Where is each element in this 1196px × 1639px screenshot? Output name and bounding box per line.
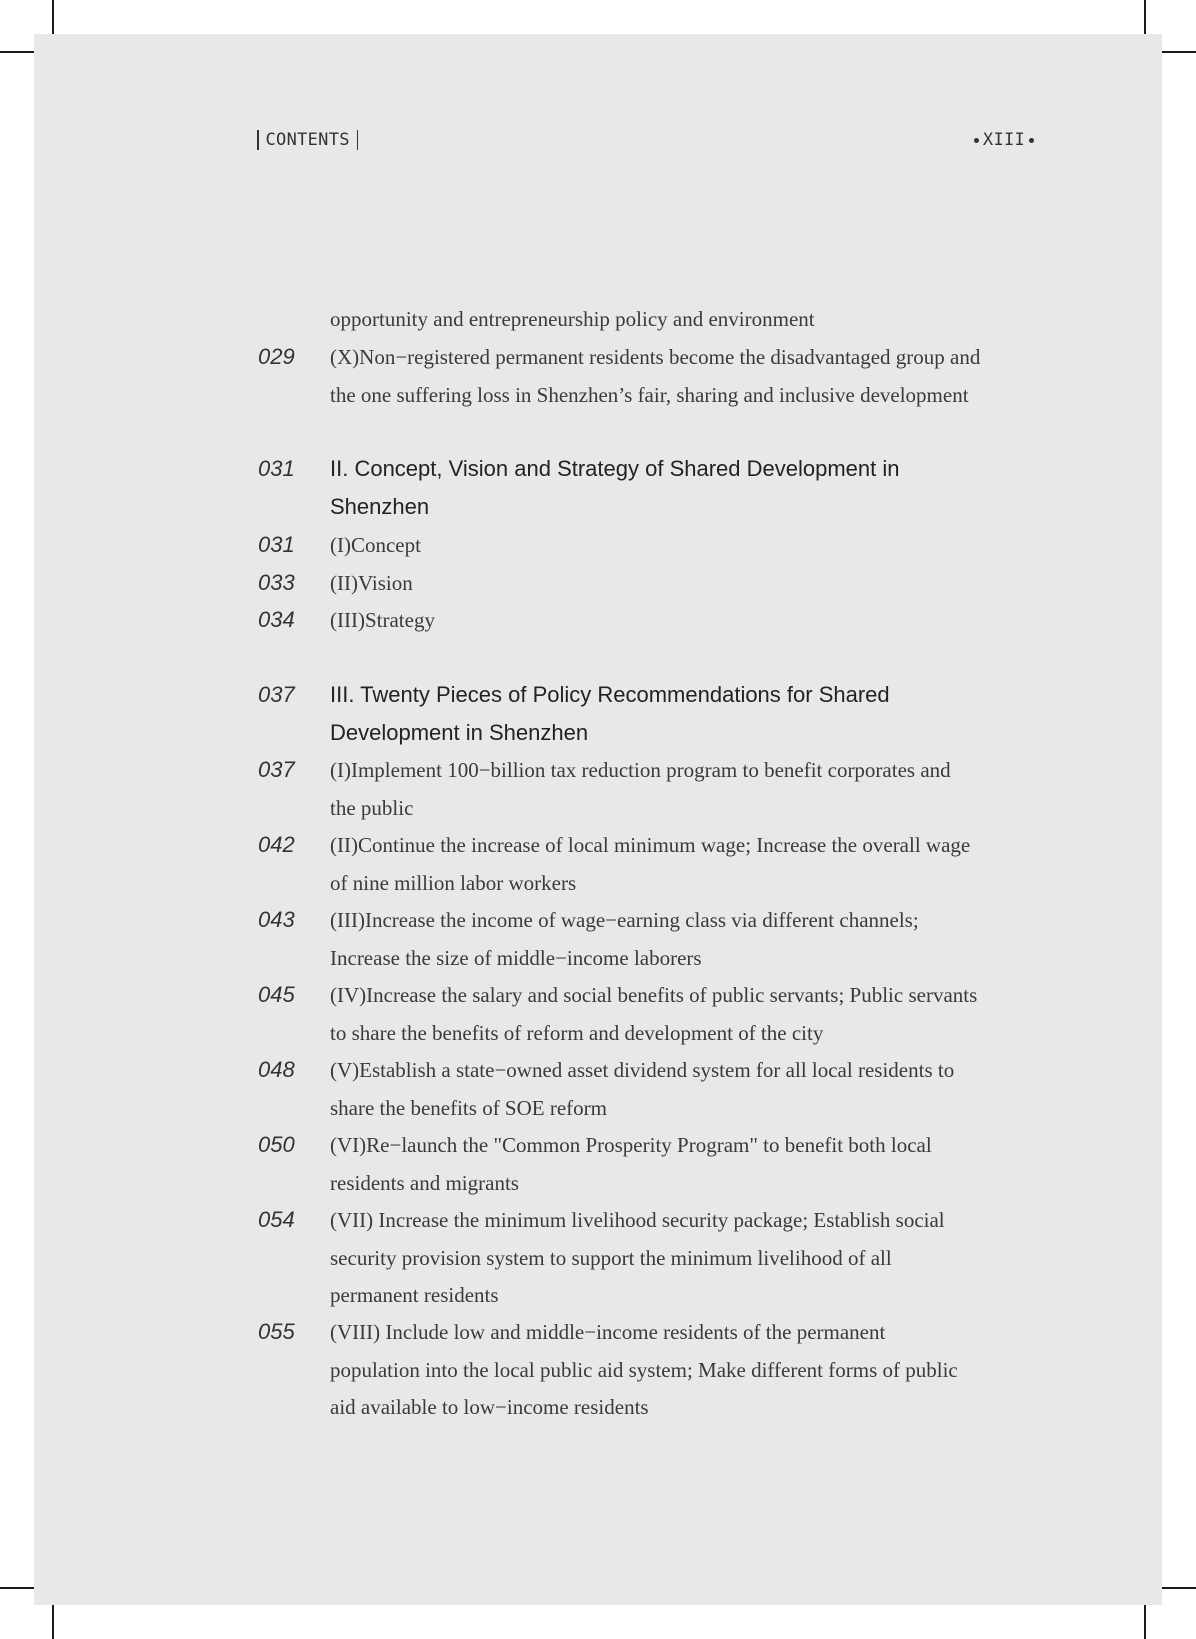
toc-entry-line: (X)Non−registered permanent residents become the disadvantaged group and xyxy=(330,345,981,369)
toc-entry-line: (VI)Re−launch the "Common Prosperity Program" to benefit both local xyxy=(330,1133,932,1157)
crop-mark-bottom-right-h xyxy=(1162,1587,1196,1589)
toc-entry-line: aid available to low−income residents xyxy=(330,1395,649,1419)
toc-page-number: 042 xyxy=(258,832,295,857)
toc-continuation-line: opportunity and entrepreneurship policy and environment xyxy=(330,307,815,331)
toc-entry-line: (V)Establish a state−owned asset dividend system for all local residents to xyxy=(330,1058,955,1082)
toc-entry-line: (I)Implement 100−billion tax reduction program to benefit corporates and xyxy=(330,758,951,782)
toc-entry-line: share the benefits of SOE reform xyxy=(330,1096,607,1120)
running-head-right xyxy=(974,128,1034,152)
toc-entry-line: (VII) Increase the minimum livelihood security package; Establish social xyxy=(330,1208,945,1232)
section-page-number: 037 xyxy=(258,682,295,707)
toc-entry-line: (III)Strategy xyxy=(330,608,435,632)
toc-entry-line: permanent residents xyxy=(330,1283,499,1307)
toc-entry-line: (II)Continue the increase of local minimum wage; Increase the overall wage xyxy=(330,833,971,857)
crop-mark-top-right-h xyxy=(1162,51,1196,53)
toc-page-number: 034 xyxy=(258,607,295,632)
toc-entry-line: (VIII) Include low and middle−income residents of the permanent xyxy=(330,1320,886,1344)
toc-page-number: 031 xyxy=(258,532,295,557)
running-head-title: CONTENTS xyxy=(265,130,350,150)
toc-entry-line: (III)Increase the income of wage−earning class via different channels; xyxy=(330,908,919,932)
running-head-left xyxy=(257,128,358,152)
section-page-number: 031 xyxy=(258,456,295,481)
toc-entry-line: (II)Vision xyxy=(330,571,413,595)
bullet-dot-left xyxy=(974,138,979,143)
toc-entry-line: (I)Concept xyxy=(330,533,421,557)
page-number: XIII xyxy=(982,130,1026,150)
crop-mark-bottom-left-v xyxy=(52,1605,54,1639)
section-heading-line: Development in Shenzhen xyxy=(330,720,589,745)
toc-page-number: 029 xyxy=(258,344,295,369)
toc-page-number: 045 xyxy=(258,982,295,1007)
crop-mark-top-right-v xyxy=(1144,0,1146,34)
toc-page-number: 050 xyxy=(258,1132,295,1157)
bullet-dot-right xyxy=(1029,138,1034,143)
toc-entry-line: of nine million labor workers xyxy=(330,871,577,895)
toc-entry-line: population into the local public aid system; Make different forms of public xyxy=(330,1358,958,1382)
toc-entry-line: the one suffering loss in Shenzhen’s fair, sharing and inclusive development xyxy=(330,383,969,407)
toc-page-number: 054 xyxy=(258,1207,295,1232)
toc-page-number: 048 xyxy=(258,1057,295,1082)
crop-mark-bottom-left-h xyxy=(0,1587,34,1589)
rule-right xyxy=(357,130,359,150)
toc-page-number: 037 xyxy=(258,757,295,782)
toc-entry-line: to share the benefits of reform and development of the city xyxy=(330,1021,824,1045)
section-heading-line: III. Twenty Pieces of Policy Recommendations for Shared xyxy=(330,682,890,707)
crop-mark-top-left-h xyxy=(0,51,34,53)
toc-page-number: 043 xyxy=(258,907,295,932)
toc-entry-line: the public xyxy=(330,796,414,820)
toc-entry-line: security provision system to support the minimum livelihood of all xyxy=(330,1246,892,1270)
rule-left xyxy=(257,130,259,150)
crop-mark-bottom-right-v xyxy=(1144,1605,1146,1639)
section-heading-line: Shenzhen xyxy=(330,494,430,519)
toc-page-number: 033 xyxy=(258,570,295,595)
toc-page-number: 055 xyxy=(258,1319,295,1344)
toc-entry-line: Increase the size of middle−income laborers xyxy=(330,946,702,970)
toc-entry-line: residents and migrants xyxy=(330,1171,519,1195)
section-heading-line: II. Concept, Vision and Strategy of Shared Development in xyxy=(330,456,900,481)
toc-entry-line: (IV)Increase the salary and social benefits of public servants; Public servants xyxy=(330,983,978,1007)
crop-mark-top-left-v xyxy=(52,0,54,34)
